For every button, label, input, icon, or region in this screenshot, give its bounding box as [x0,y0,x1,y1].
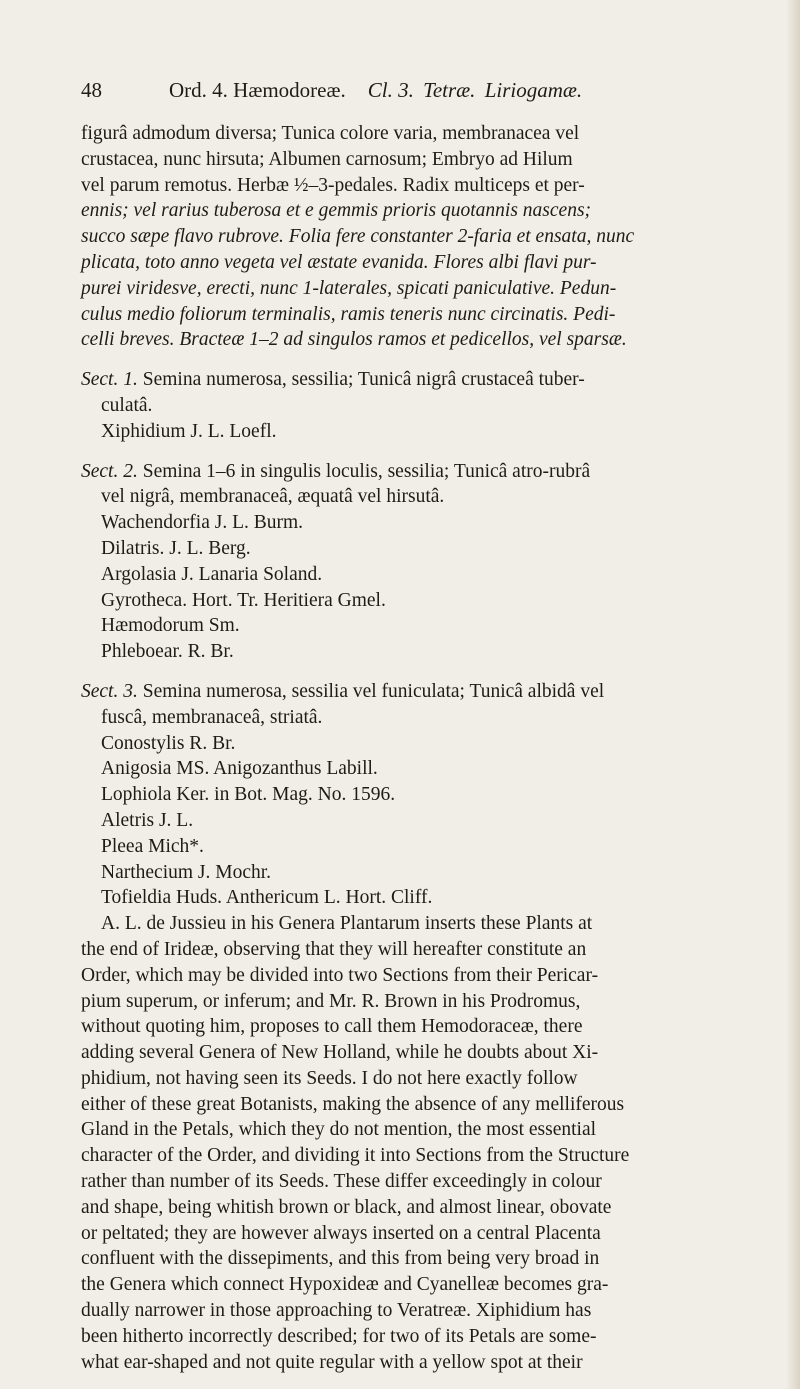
text-line: succo sæpe flavo rubrove. Folia fere constanter 2-faria et ensata, nunc [81,226,635,248]
text-line: A. L. de Jussieu in his Genera Plantarum inserts these Plants at [101,913,593,935]
genus-entry: Aletris J. L. [101,809,194,831]
section-2 [81,459,757,665]
text-line: character of the Order, and dividing it into Sections from the Structure [81,1145,630,1167]
section-3 [81,679,757,911]
genus-entry: Lophiola Ker. in Bot. Mag. No. 1596. [101,784,396,806]
text-line: adding several Genera of New Holland, while he doubts about Xi- [81,1042,599,1064]
text-line: crustacea, nunc hirsuta; Albumen carnosum; Embryo ad Hilum [81,148,573,170]
text-line: vel parum remotus. Herbæ ½–3-pedales. Radix multiceps et per- [81,174,585,196]
intro-paragraph [81,121,757,353]
text-line: plicata, toto anno vegeta vel æstate evanida. Flores albi flavi pur- [81,251,597,273]
section-text-cont: fuscâ, membranaceâ, striatâ. [101,706,323,728]
genera-list [81,510,757,665]
text-line: dually narrower in those approaching to Veratreæ. Xiphidium has [81,1300,592,1322]
text-line: pium superum, or inferum; and Mr. R. Brown in his Prodromus, [81,990,581,1012]
genus-entry: Phleboear. R. Br. [101,641,234,663]
genus-entry: Hæmodorum Sm. [101,615,240,637]
genus-entry: Xiphidium J. L. Loefl. [101,420,277,442]
section-label: Sect. 2. [81,460,138,482]
text-line: without quoting him, proposes to call them Hemodoraceæ, there [81,1016,583,1038]
section-text: Semina numerosa, sessilia vel funiculata; Tunicâ albidâ vel [142,680,605,702]
section-label: Sect. 3. [81,680,138,702]
commentary-paragraph [81,911,757,1375]
genus-entry: Anigosia MS. Anigozanthus Labill. [101,758,378,780]
section-label: Sect. 1. [81,369,138,391]
text-line: and shape, being whitish brown or black, and almost linear, obovate [81,1196,612,1218]
text-line: figurâ admodum diversa; Tunica colore varia, membranacea vel [81,123,580,144]
genus-entry: Gyrotheca. Hort. Tr. Heritiera Gmel. [101,589,386,611]
liriog-ref: Liriogamæ. [484,78,583,102]
text-line: ennis; vel rarius tuberosa et e gemmis prioris quotannis nascens; [81,200,592,222]
genera-list [81,419,757,445]
genus-entry: Pleea Mich*. [101,835,204,857]
text-line: phidium, not having seen its Seeds. I do not here exactly follow [81,1067,578,1089]
section-text-cont: vel nigrâ, membranaceâ, æquatâ vel hirsutâ. [101,486,445,508]
genus-entry: Wachendorfia J. L. Burm. [101,512,304,534]
page-number: 48 [81,78,102,102]
text-line: what ear-shaped and not quite regular with a yellow spot at their [81,1351,583,1373]
tetr-ref: Tetræ. [423,78,476,102]
class-heading [364,78,582,103]
section-1 [81,367,757,444]
page-edge-shadow [786,0,800,1389]
genus-entry: Conostylis R. Br. [101,732,236,754]
text-line: culus medio foliorum terminalis, ramis teneris nunc circinatis. Pedi- [81,303,616,325]
section-text-cont: culatâ. [101,394,153,416]
class-ref: Cl. 3. [367,78,414,102]
genera-list [81,731,757,912]
text-line: confluent with the dissepiments, and this from being very broad in [81,1248,600,1270]
genus-entry: Tofieldia Huds. Anthericum L. Hort. Cliff. [101,887,433,909]
section-text: Semina 1–6 in singulis loculis, sessilia; Tunicâ atro-rubrâ [142,460,591,482]
genus-entry: Argolasia J. Lanaria Soland. [101,563,323,585]
text-line: been hitherto incorrectly described; for two of its Petals are some- [81,1325,597,1347]
text-line: rather than number of its Seeds. These differ exceedingly in colour [81,1171,602,1193]
genus-entry: Dilatris. J. L. Berg. [101,537,251,559]
text-line: the end of Irideæ, observing that they will hereafter constitute an [81,938,587,960]
section-text: Semina numerosa, sessilia; Tunicâ nigrâ crustaceâ tuber- [142,369,585,391]
genus-entry: Narthecium J. Mochr. [101,861,272,883]
text-line: Order, which may be divided into two Sections from their Pericar- [81,964,599,986]
text-line: either of these great Botanists, making the absence of any melliferous [81,1093,625,1115]
text-line: the Genera which connect Hypoxideæ and Cyanelleæ becomes gra- [81,1274,609,1296]
text-line: or peltated; they are however always inserted on a central Placenta [81,1222,601,1244]
text-line: purei viridesve, erecti, nunc 1-laterales, spicati paniculative. Pedun- [81,277,617,299]
running-header [81,78,757,103]
text-line: Gland in the Petals, which they do not mention, the most essential [81,1119,597,1141]
text-line: celli breves. Bracteæ 1–2 ad singulos ramos et pedicellos, vel sparsæ. [81,329,627,351]
order-heading: Ord. 4. Hæmodoreæ. [169,78,346,102]
book-page [81,78,757,1375]
